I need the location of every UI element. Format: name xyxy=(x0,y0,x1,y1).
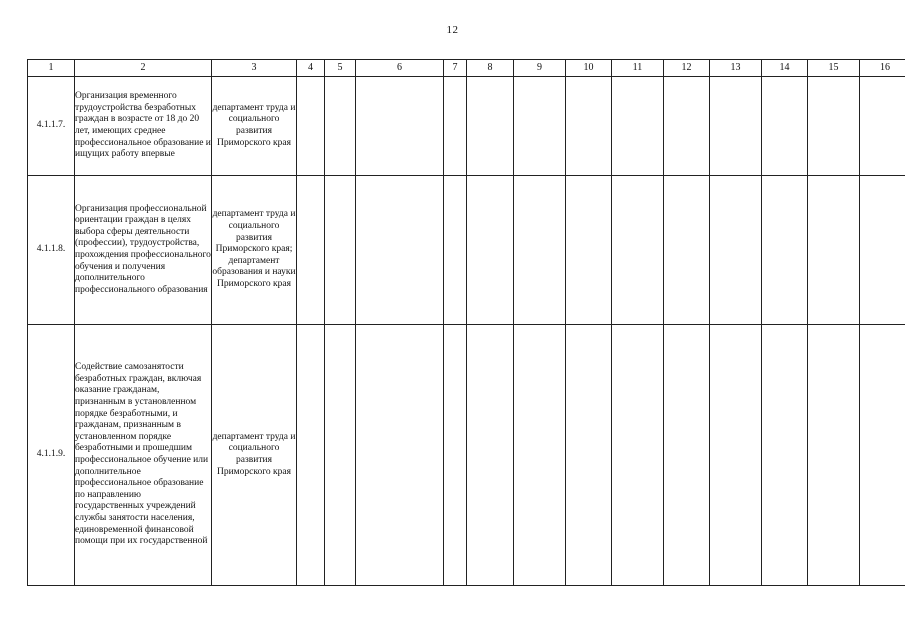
empty-cell xyxy=(664,77,710,176)
empty-cell xyxy=(325,77,356,176)
row-executor: департамент труда и социального развития Приморского края; департамент образования и науки Приморского края xyxy=(212,176,297,325)
header-cell-12: 12 xyxy=(664,60,710,77)
row-measure-name: Организация профессиональной ориентации граждан в целях выбора сферы деятельности (профессии), трудоустройства, прохождения профессионального обучения и получения дополнительного профессионального образования xyxy=(75,176,212,325)
header-row xyxy=(28,60,905,77)
row-code: 4.1.1.9. xyxy=(28,325,75,586)
row-measure-name: Организация временного трудоустройства безработных граждан в возрасте от 18 до 20 лет, имеющих среднее профессиональное образование и ищущих работу впервые xyxy=(75,77,212,176)
empty-cell xyxy=(467,325,514,586)
row-measure-name: Содействие самозанятости безработных граждан, включая оказание гражданам, признанным в установленном порядке безработными, и гражданам, признанным в установленном порядке безработными и прошедшим профессиональное обучение или дополнительное профессиональное образование по направлению государственных учреждений службы занятости населения, единовременной финансовой помощи при их государственной xyxy=(75,325,212,586)
empty-cell xyxy=(297,325,325,586)
header-cell-6: 6 xyxy=(356,60,444,77)
header-cell-13: 13 xyxy=(710,60,762,77)
empty-cell xyxy=(762,77,808,176)
empty-cell xyxy=(808,77,860,176)
header-cell-3: 3 xyxy=(212,60,297,77)
table-row xyxy=(28,176,905,325)
row-executor: департамент труда и социального развития Приморского края xyxy=(212,77,297,176)
empty-cell xyxy=(612,176,664,325)
empty-cell xyxy=(325,325,356,586)
header-cell-11: 11 xyxy=(612,60,664,77)
empty-cell xyxy=(808,176,860,325)
empty-cell xyxy=(356,325,444,586)
header-cell-9: 9 xyxy=(514,60,566,77)
empty-cell xyxy=(325,176,356,325)
empty-cell xyxy=(710,176,762,325)
empty-cell xyxy=(860,77,905,176)
header-cell-2: 2 xyxy=(75,60,212,77)
empty-cell xyxy=(444,325,467,586)
empty-cell xyxy=(356,176,444,325)
empty-cell xyxy=(762,325,808,586)
header-cell-5: 5 xyxy=(325,60,356,77)
row-executor: департамент труда и социального развития Приморского края xyxy=(212,325,297,586)
table-row xyxy=(28,77,905,176)
empty-cell xyxy=(860,325,905,586)
empty-cell xyxy=(710,325,762,586)
empty-cell xyxy=(860,176,905,325)
header-cell-7: 7 xyxy=(444,60,467,77)
empty-cell xyxy=(808,325,860,586)
table-row xyxy=(28,325,905,586)
empty-cell xyxy=(514,325,566,586)
empty-cell xyxy=(297,176,325,325)
empty-cell xyxy=(514,176,566,325)
empty-cell xyxy=(467,77,514,176)
empty-cell xyxy=(664,325,710,586)
empty-cell xyxy=(762,176,808,325)
empty-cell xyxy=(612,77,664,176)
header-cell-4: 4 xyxy=(297,60,325,77)
empty-cell xyxy=(356,77,444,176)
empty-cell xyxy=(566,176,612,325)
header-cell-8: 8 xyxy=(467,60,514,77)
header-cell-14: 14 xyxy=(762,60,808,77)
empty-cell xyxy=(710,77,762,176)
empty-cell xyxy=(467,176,514,325)
program-table xyxy=(27,59,905,586)
page-number: 12 xyxy=(446,24,459,36)
row-code: 4.1.1.8. xyxy=(28,176,75,325)
header-cell-15: 15 xyxy=(808,60,860,77)
header-cell-16: 16 xyxy=(860,60,905,77)
empty-cell xyxy=(444,176,467,325)
row-code: 4.1.1.7. xyxy=(28,77,75,176)
empty-cell xyxy=(664,176,710,325)
header-cell-1: 1 xyxy=(28,60,75,77)
empty-cell xyxy=(514,77,566,176)
empty-cell xyxy=(566,325,612,586)
empty-cell xyxy=(612,325,664,586)
header-cell-10: 10 xyxy=(566,60,612,77)
empty-cell xyxy=(297,77,325,176)
empty-cell xyxy=(566,77,612,176)
empty-cell xyxy=(444,77,467,176)
